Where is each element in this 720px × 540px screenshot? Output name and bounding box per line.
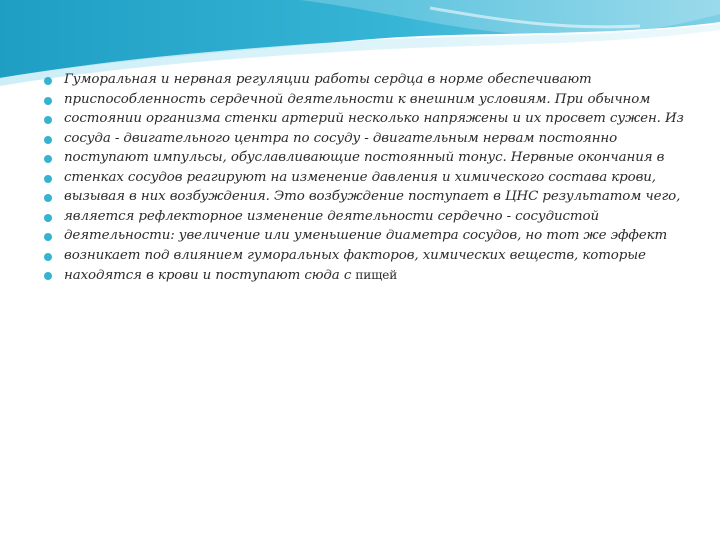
list-item	[44, 267, 684, 284]
bullet-text: является рефлекторное изменение деятельности сердечно - сосудистой	[64, 208, 599, 224]
list-item	[44, 111, 684, 127]
bullet-dot-icon	[44, 175, 52, 183]
list-item	[44, 72, 684, 88]
bullet-text: вызывая в них возбуждения. Это возбуждение поступает в ЦНС результатом чего,	[64, 189, 681, 204]
bullet-text: поступают импульсы, обуславливающие постоянный тонус. Нервные окончания в	[64, 150, 665, 165]
list-item	[44, 248, 684, 264]
bullet-text: сосуда - двигательного центра по сосуду - двигательным нервам постоянно	[64, 130, 618, 146]
bullet-text-tail: пищей	[355, 268, 398, 282]
bullet-dot-icon	[44, 116, 52, 124]
bullet-list	[44, 72, 684, 284]
list-item	[44, 189, 684, 205]
bullet-text: состоянии организма стенки артерий несколько напряжены и их просвет сужен. Из	[64, 111, 684, 126]
list-item	[44, 209, 684, 225]
list-item	[44, 228, 684, 244]
bullet-text: Гуморальная и нервная регуляции работы сердца в норме обеспечивают	[64, 72, 592, 87]
list-item	[44, 150, 684, 166]
list-item	[44, 131, 684, 147]
content-area	[44, 72, 684, 288]
list-item	[44, 170, 684, 186]
bullet-dot-icon	[44, 136, 52, 144]
bullet-dot-icon	[44, 214, 52, 222]
bullet-dot-icon	[44, 272, 52, 280]
bullet-text: возникает под влиянием гуморальных факторов, химических веществ, которые	[64, 247, 646, 263]
bullet-dot-icon	[44, 155, 52, 163]
bullet-text: стенках сосудов реагируют на изменение давления и химического состава крови,	[64, 169, 656, 185]
list-item	[44, 92, 684, 108]
bullet-dot-icon	[44, 233, 52, 241]
bullet-dot-icon	[44, 253, 52, 261]
bullet-text: деятельности: увеличение или уменьшение диаметра сосудов, но тот же эффект	[64, 228, 668, 243]
bullet-text: приспособленность сердечной деятельности к внешним условиям. При обычном	[64, 91, 651, 107]
bullet-dot-icon	[44, 97, 52, 105]
bullet-dot-icon	[44, 77, 52, 85]
bullet-text: находятся в крови и поступают сюда с	[64, 268, 356, 283]
bullet-dot-icon	[44, 194, 52, 202]
